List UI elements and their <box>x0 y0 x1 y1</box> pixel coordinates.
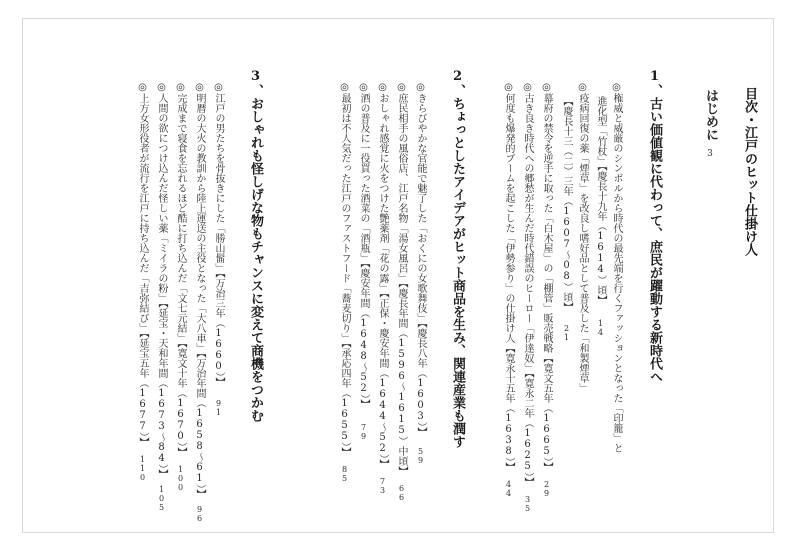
item-page: 73 <box>378 477 387 495</box>
item-text: ◎最初は不人気だった江戸のファストフード「蕎麦切り」【承応四年（1655）】 <box>339 82 350 457</box>
item-page: 85 <box>340 465 349 483</box>
item-text: ◎上方女形役者が流行を江戸に持ち込んだ「吉弥結び」【延宝五年（1677）】 <box>137 82 148 447</box>
item-page: 21 <box>562 324 571 342</box>
item-page: 110 <box>138 455 147 482</box>
chapter-3-item-3[interactable] <box>175 82 185 492</box>
item-text: ◎きらびやかな官能で魅了した「おくにの女歌舞伎」【慶長八年（1603）】 <box>415 82 426 437</box>
intro-label: はじめに <box>703 89 718 141</box>
item-page: 91 <box>214 399 223 417</box>
chapter-1-item-2-cont[interactable] <box>561 96 571 342</box>
item-text: ◎江戸の男たちを骨抜きにした「勝山髷」【万治三年（1660）】 <box>213 82 224 387</box>
item-page: 35 <box>523 495 532 513</box>
chapter-1-item-3[interactable] <box>541 82 551 498</box>
item-text: ◎庶民相手の風俗店、江戸名物「湯女風呂」【慶長年間（1596〜1615）中頃】 <box>396 82 407 476</box>
chapter-2-item-1[interactable] <box>415 82 425 465</box>
item-page: 105 <box>157 485 166 512</box>
item-page: 100 <box>176 465 185 492</box>
item-text: ◎人間の欲につけ込んだ怪しい薬「ミイラの粉」【延宝・天和年間（1673〜84）】 <box>156 82 167 479</box>
item-page: 59 <box>416 447 425 465</box>
chapter-1-item-1-cont[interactable] <box>595 96 605 337</box>
chapter-1-heading[interactable]: 1、古い価値観に代わって、庶民が躍動する新時代へ <box>647 69 662 383</box>
chapter-3-item-4[interactable] <box>156 82 166 512</box>
item-page: 79 <box>359 423 368 441</box>
item-text: ◎明暦の大火の教訓から陸上運送の主役となった「大八車」【万治年間（1658〜61）】 <box>194 82 205 499</box>
chapter-3-heading[interactable]: 3、おしゃれも怪しげな物もチャンスに変えて商機をつかむ <box>248 69 263 422</box>
toc-title: 目次・江戸のヒット仕掛け人 <box>742 87 757 256</box>
item-text: ◎完成まで寝食を忘れるほど酷に打ち込んだ「文七元結」【寛文十年（1670）】 <box>175 82 186 457</box>
item-text: ◎何度も爆発的ブームを起こした「伊勢参り」の仕掛け人【寛永十五年（1638）】 <box>503 82 514 472</box>
intro-entry[interactable] <box>704 89 717 159</box>
item-page: 44 <box>504 480 513 498</box>
chapter-2-item-3[interactable] <box>377 82 387 495</box>
chapter-1-item-4[interactable] <box>522 82 532 513</box>
item-page: 66 <box>397 484 406 502</box>
item-text: ◎おしゃれ感覚に火をつけた艶薬剤「花の露」【正保・慶安年間（1644〜52）】 <box>377 82 388 469</box>
item-page: 14 <box>596 319 605 337</box>
item-text: ◎酒の普及に一役買った酒菜の「酒瓶」【慶安年間（1648〜52）】 <box>358 82 369 409</box>
chapter-2-item-5[interactable] <box>339 82 349 483</box>
chapter-3-item-1[interactable] <box>213 82 223 417</box>
toc-page <box>22 18 774 533</box>
item-page: 29 <box>542 480 551 498</box>
chapter-1-item-2[interactable]: ◎疫病回復の薬「煙草」を改良し嗜好品として普及した「和製煙草」 <box>577 82 588 393</box>
item-page: 96 <box>195 505 204 523</box>
chapter-3-item-5[interactable] <box>137 82 147 482</box>
chapter-1-item-5[interactable] <box>503 82 513 498</box>
chapter-2-item-4[interactable] <box>358 82 368 441</box>
item-text: 【慶長十三（二）三年（1607〜08）頃】 <box>561 96 572 312</box>
item-text: ◎幕府の禁令を逆手に取った「白木屋」の「棚管」販売戦略【寛文五年（1665）】 <box>541 82 552 472</box>
chapter-2-heading[interactable]: 2、ちょっとしたアイデアがヒット商品を生み、関連産業も潤す <box>450 69 465 448</box>
chapter-2-item-2[interactable] <box>396 82 406 502</box>
intro-page: 3 <box>705 149 715 159</box>
chapter-1-item-1[interactable]: ◎権威と威厳のシンボルから時代の最先端を行くファッションとなった「印籠」と <box>611 82 622 453</box>
item-text: 進化型「竹杖」【慶長十九年（1614）頃】 <box>595 96 606 305</box>
chapter-3-item-2[interactable] <box>194 82 204 523</box>
item-text: ◎古き良き時代への郷愁が生んだ時代錯誤のヒーロー「伊達奴」【寛永二年（1625）】 <box>522 82 533 487</box>
